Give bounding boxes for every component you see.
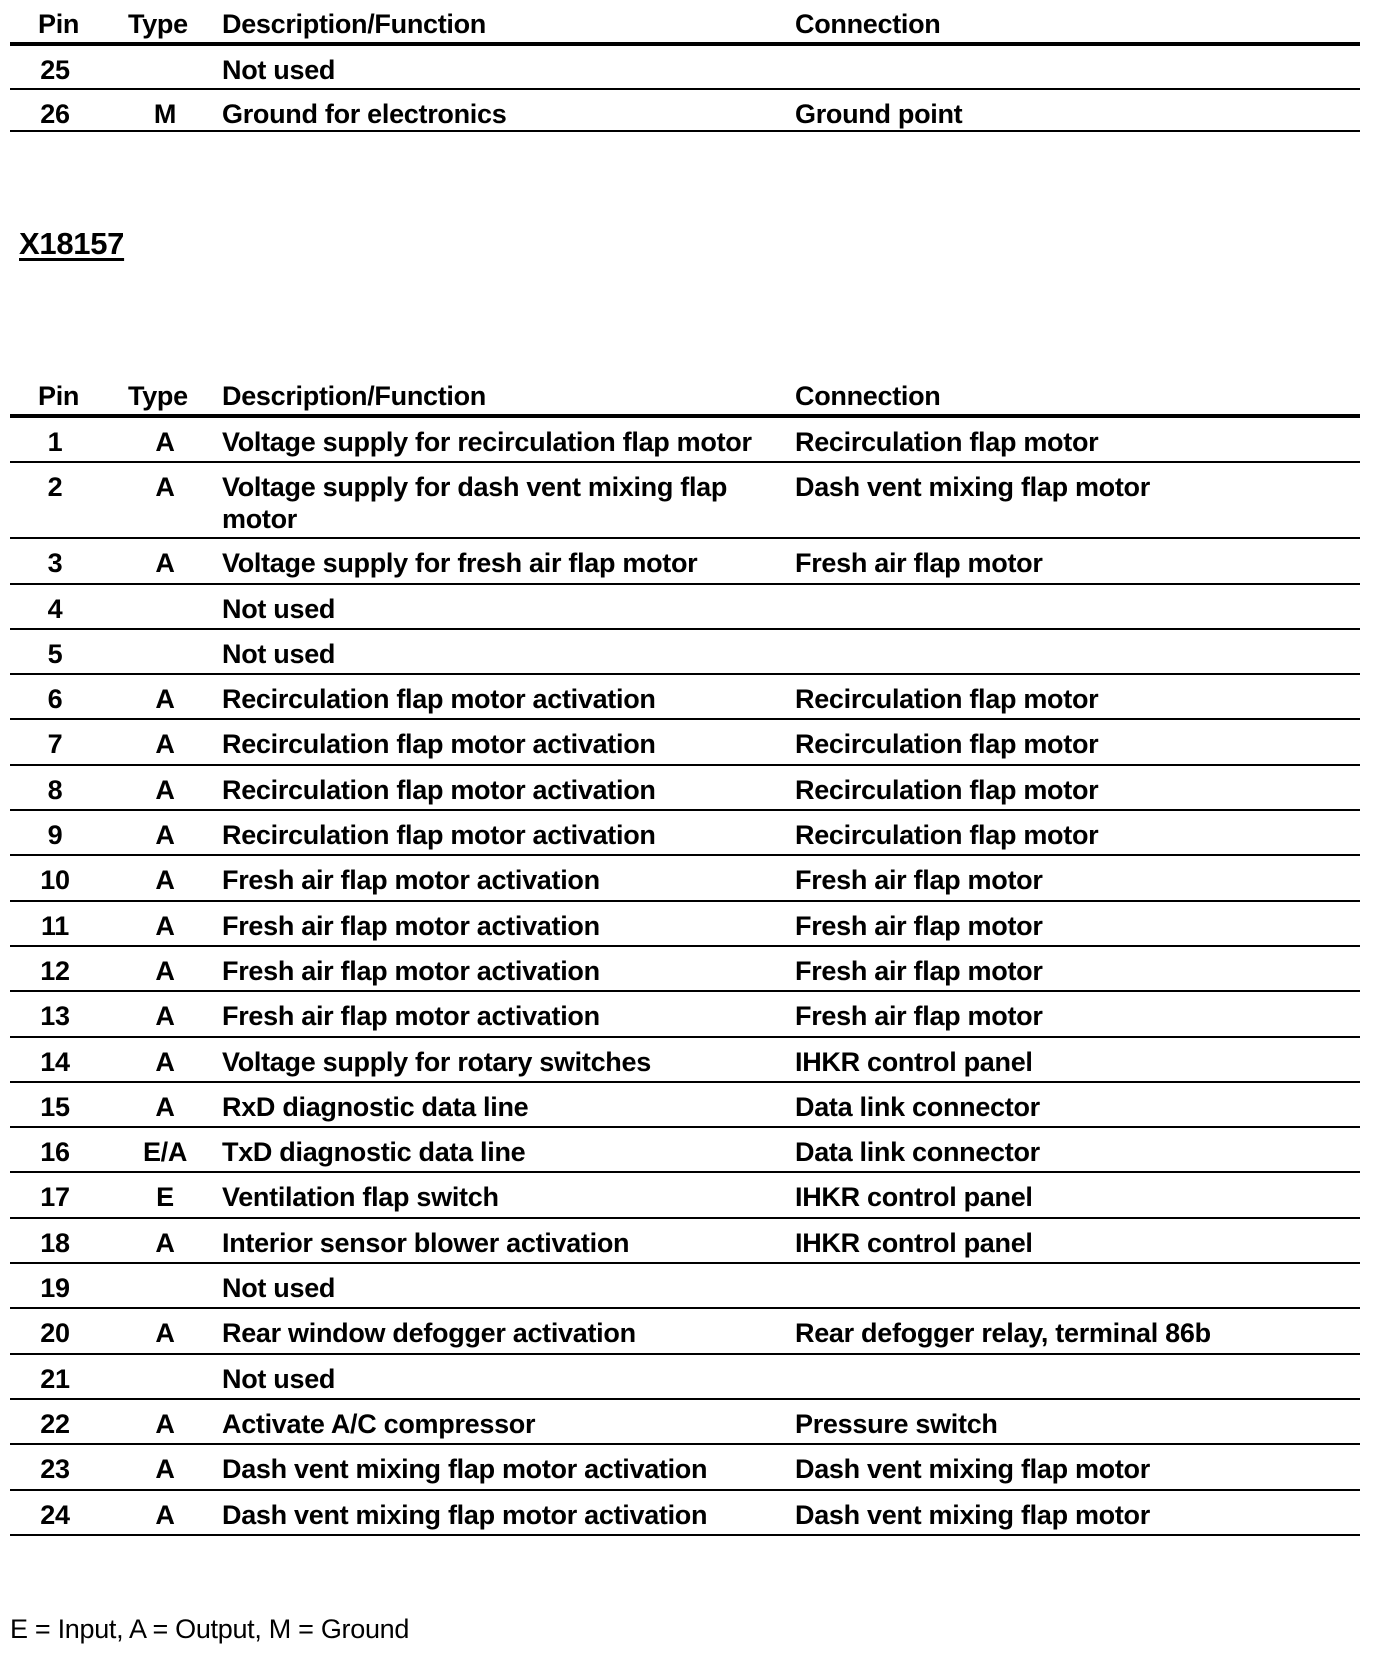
table-row: [10, 1219, 1360, 1264]
cell-description: Recirculation flap motor activation: [222, 820, 656, 851]
cell-connection: IHKR control panel: [795, 1227, 1033, 1258]
cell-type: A: [155, 1227, 175, 1258]
cell-description: Fresh air flap motor activation: [222, 910, 600, 941]
cell-connection: Fresh air flap motor: [795, 955, 1043, 986]
cell-connection: Rear defogger relay, terminal 86b: [795, 1318, 1211, 1349]
cell-connection: Fresh air flap motor: [795, 910, 1043, 941]
cell-description: Ground for electronics: [222, 99, 507, 129]
table-row: [10, 947, 1360, 992]
header-type: Type: [128, 9, 188, 39]
cell-pin: 7: [47, 729, 63, 760]
cell-type: A: [155, 1091, 175, 1122]
table-row: [10, 1038, 1360, 1083]
table-row: [10, 585, 1360, 630]
cell-type: A: [155, 1318, 175, 1349]
header-pin: Pin: [38, 381, 80, 411]
cell-connection: Recirculation flap motor: [795, 684, 1099, 715]
table-row: [10, 902, 1360, 947]
cell-description: Dash vent mixing flap motor activation: [222, 1499, 708, 1530]
cell-pin: 10: [40, 865, 70, 896]
cell-description: Not used: [222, 1363, 336, 1394]
cell-description: Rear window defogger activation: [222, 1318, 636, 1349]
cell-pin: 14: [40, 1046, 70, 1077]
table-row: [10, 1264, 1360, 1309]
cell-pin: 13: [40, 1001, 70, 1032]
header-connection: Connection: [795, 381, 941, 411]
pin-table-x18157: [10, 372, 1360, 1536]
cell-pin: 17: [40, 1182, 70, 1213]
cell-type: A: [155, 427, 175, 457]
header-type: Type: [128, 381, 188, 411]
table-row: [10, 418, 1360, 463]
table-row: [10, 766, 1360, 811]
cell-description: Ventilation flap switch: [222, 1182, 499, 1213]
cell-connection: Pressure switch: [795, 1408, 998, 1439]
cell-connection: Recirculation flap motor: [795, 774, 1099, 805]
table-row: [10, 1083, 1360, 1128]
cell-type: A: [155, 1454, 175, 1485]
table-body: [10, 418, 1360, 1536]
cell-description: Recirculation flap motor activation: [222, 774, 656, 805]
table-row: [10, 90, 1360, 132]
cell-pin: 23: [40, 1454, 70, 1485]
table-row: [10, 856, 1360, 901]
cell-description: Dash vent mixing flap motor activation: [222, 1454, 708, 1485]
header-connection: Connection: [795, 9, 941, 39]
cell-pin: 9: [47, 820, 63, 851]
cell-pin: 1: [47, 427, 63, 457]
cell-connection: IHKR control panel: [795, 1182, 1033, 1213]
cell-description: Interior sensor blower activation: [222, 1227, 630, 1258]
table-row: [10, 720, 1360, 765]
table-header: [10, 0, 1360, 46]
header-description: Description/Function: [222, 9, 487, 39]
cell-description: Activate A/C compressor: [222, 1408, 536, 1439]
cell-pin: 15: [40, 1091, 70, 1122]
cell-type: A: [155, 548, 175, 579]
table-row: [10, 1128, 1360, 1173]
cell-description: Voltage supply for dash vent mixing flap motor: [222, 472, 728, 535]
cell-type: A: [155, 1408, 175, 1439]
cell-connection: Dash vent mixing flap motor: [795, 1454, 1150, 1485]
cell-connection: Dash vent mixing flap motor: [795, 472, 1150, 503]
cell-type: A: [155, 729, 175, 760]
cell-description: Fresh air flap motor activation: [222, 865, 600, 896]
cell-type: E: [156, 1182, 174, 1213]
cell-type: A: [155, 865, 175, 896]
table-row: [10, 811, 1360, 856]
connector-title: X18157: [19, 226, 125, 261]
header-pin: Pin: [38, 9, 80, 39]
cell-pin: 2: [47, 472, 63, 503]
cell-connection: Fresh air flap motor: [795, 548, 1043, 579]
table-row: [10, 630, 1360, 675]
cell-type: A: [155, 684, 175, 715]
cell-description: Not used: [222, 1273, 336, 1304]
cell-type: A: [155, 472, 175, 503]
cell-type: A: [155, 1046, 175, 1077]
cell-connection: Fresh air flap motor: [795, 1001, 1043, 1032]
table-row: [10, 1309, 1360, 1354]
cell-connection: IHKR control panel: [795, 1046, 1033, 1077]
cell-connection: Recirculation flap motor: [795, 427, 1099, 457]
cell-pin: 16: [40, 1137, 70, 1168]
table-header: [10, 372, 1360, 418]
cell-type: A: [155, 774, 175, 805]
cell-description: Fresh air flap motor activation: [222, 1001, 600, 1032]
pin-table-continued: [10, 0, 1360, 132]
cell-type: M: [153, 99, 177, 129]
table-row: [10, 1400, 1360, 1445]
cell-pin: 18: [40, 1227, 70, 1258]
cell-type: A: [155, 955, 175, 986]
cell-pin: 22: [40, 1408, 70, 1439]
table-row: [10, 1491, 1360, 1536]
cell-connection: Dash vent mixing flap motor: [795, 1499, 1150, 1530]
cell-pin: 26: [40, 99, 70, 129]
table-row: [10, 1445, 1360, 1490]
cell-description: Not used: [222, 593, 336, 624]
cell-description: Voltage supply for fresh air flap motor: [222, 548, 698, 579]
table-row: [10, 463, 1360, 539]
table-row: [10, 992, 1360, 1037]
cell-type: A: [155, 820, 175, 851]
table-row: [10, 1355, 1360, 1400]
cell-type: A: [155, 1499, 175, 1530]
cell-description: Not used: [222, 55, 336, 85]
cell-description: RxD diagnostic data line: [222, 1091, 529, 1122]
cell-connection: Fresh air flap motor: [795, 865, 1043, 896]
cell-pin: 6: [47, 684, 63, 715]
cell-description: Fresh air flap motor activation: [222, 955, 600, 986]
cell-pin: 4: [47, 593, 63, 624]
cell-type: A: [155, 910, 175, 941]
cell-description: Not used: [222, 638, 336, 669]
cell-type: E/A: [142, 1137, 188, 1168]
cell-pin: 21: [40, 1363, 70, 1394]
cell-pin: 20: [40, 1318, 70, 1349]
table-row: [10, 1173, 1360, 1218]
cell-pin: 25: [40, 55, 70, 85]
cell-type: A: [155, 1001, 175, 1032]
cell-pin: 24: [40, 1499, 70, 1530]
cell-description: Recirculation flap motor activation: [222, 729, 656, 760]
cell-connection: Data link connector: [795, 1137, 1040, 1168]
cell-pin: 12: [40, 955, 70, 986]
table-row: [10, 46, 1360, 90]
cell-connection: Recirculation flap motor: [795, 729, 1099, 760]
cell-description: Recirculation flap motor activation: [222, 684, 656, 715]
table-row: [10, 675, 1360, 720]
cell-description: TxD diagnostic data line: [222, 1137, 526, 1168]
cell-pin: 11: [41, 910, 69, 941]
cell-description: Voltage supply for rotary switches: [222, 1046, 651, 1077]
cell-connection: Ground point: [795, 99, 963, 129]
table-row: [10, 539, 1360, 584]
cell-pin: 3: [47, 548, 63, 579]
header-description: Description/Function: [222, 381, 487, 411]
cell-pin: 5: [47, 638, 63, 669]
type-legend: E = Input, A = Output, M = Ground: [10, 1614, 410, 1644]
cell-pin: 8: [47, 774, 63, 805]
cell-pin: 19: [40, 1273, 70, 1304]
cell-connection: Recirculation flap motor: [795, 820, 1099, 851]
cell-connection: Data link connector: [795, 1091, 1040, 1122]
cell-description: Voltage supply for recirculation flap motor: [222, 427, 752, 457]
